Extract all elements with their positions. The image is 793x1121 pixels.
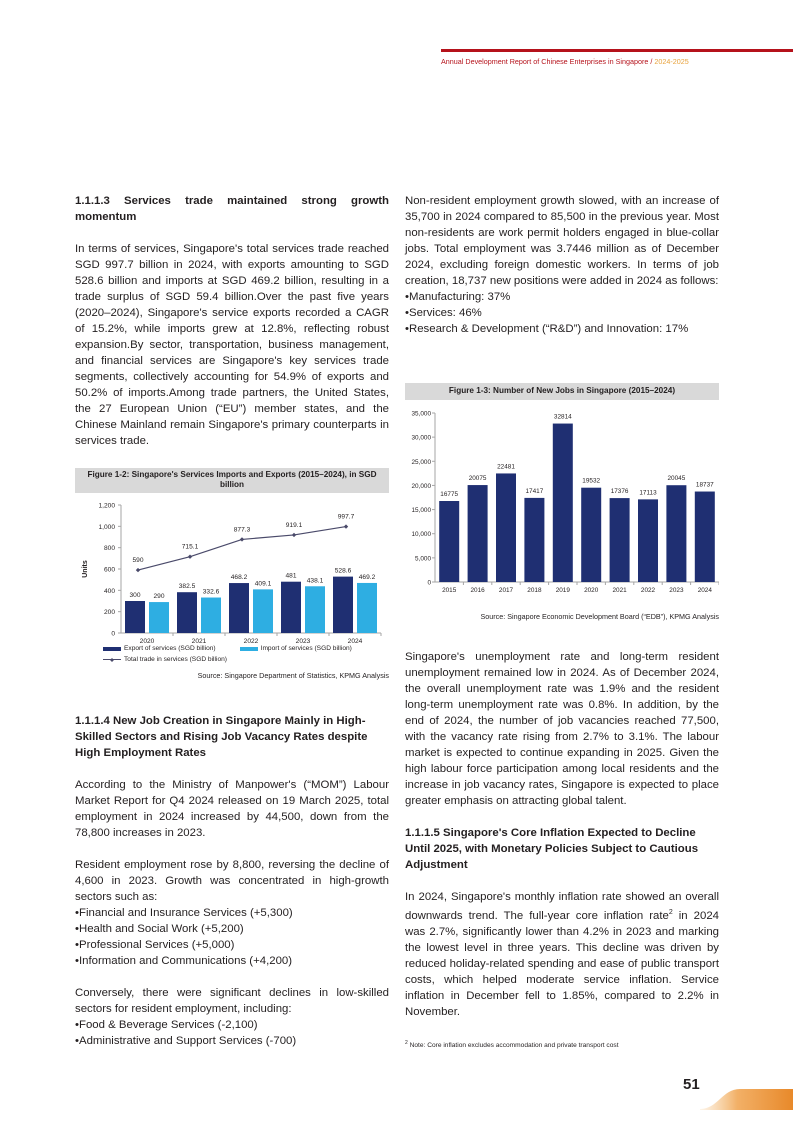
total-trade-label: 877.3 [233,526,251,534]
new-jobs-bar-label: 22481 [497,463,515,471]
figure-1-2 [75,468,389,680]
running-header [441,57,689,66]
export-bar [281,582,301,633]
y-tick-label: 15,000 [411,507,431,515]
x-tick-label: 2022 [243,638,259,643]
export-bar-label: 528.6 [334,567,352,575]
legend-swatch-total [103,658,121,662]
total-trade-point [344,524,348,528]
x-tick-label: 2016 [470,587,485,594]
y-tick-label: 600 [103,566,115,574]
new-jobs-bar-label: 17376 [610,488,629,496]
legend-label-total: Total trade in services (SGD billion) [124,656,227,663]
new-jobs-bar [553,424,573,582]
y-axis-label: Units [82,560,89,578]
unemployment-paragraph: Singapore's unemployment rate and long-term resident unemployment remained low in 2024. As of December 2024, the overall unemployment rate was 1.9% and the resident long-term unemployment rate was 0.8%. In addition, by the end of 2024, the number of job vacancies reached 77,500, with the vacancy rate rising from 2.7% to 3.1%. The labour market is expected to continue expanding in 2025. Given the high labour force participation among local residents and the increase in job vacancy rates, Singapore is expected to place greater emphasis on attracting global talent. [405,651,719,807]
inflation-text-b: in 2024 was 2.7%, significantly lower than 4.2% in 2023 and marking the lowest level in three years. This decline was driven by reduced holiday-related spending and ease of public transport costs, which helped moderate service inflation. Service inflation in December fell to 1.85%, compared to 2.2% in November. [405,909,719,1018]
inflation-text-a: In 2024, Singapore's monthly inflation rate showed an overall downwards trend. The full-year core inflation rate [405,891,719,922]
total-trade-label: 590 [132,557,144,565]
x-tick-label: 2020 [584,587,599,594]
total-trade-label: 715.1 [181,543,199,551]
figure-1-2-chart [75,493,389,643]
y-tick-label: 20,000 [411,482,431,490]
new-jobs-bar [695,492,715,582]
right-column [405,193,719,337]
new-jobs-bar [581,488,601,582]
footnote [405,1040,619,1049]
figure-1-3 [405,383,719,621]
total-trade-label: 919.1 [285,521,303,529]
declines-paragraph: Conversely, there were significant declines in low-skilled sectors for resident employment, including: [75,987,389,1015]
x-tick-label: 2018 [527,587,542,594]
total-trade-label: 997.7 [337,513,355,521]
import-bar [149,602,169,633]
inflation-paragraph [405,889,719,1020]
nonresident-paragraph: Non-resident employment growth slowed, with an increase of 35,700 in 2024 compared to 85,500 in the previous year. Most non-residents are work permit holders engaged in blue-collar jobs. Total employment was 3.7446 million as of December 2024, excluding foreign domestic workers. In terms of job creation, 18,737 new positions were added in 2024 as follows: [405,195,719,287]
export-bar-label: 382.5 [178,583,196,591]
footer-swoosh-decoration [700,1085,793,1110]
import-bar-label: 290 [153,593,165,601]
section-heading-1114: 1.1.1.4 New Job Creation in Singapore Mainly in High-Skilled Sectors and Rising Job Vacancy Rates despite High Employment Rates [75,715,368,759]
x-tick-label: 2024 [347,638,363,643]
footnote-marker: 2 [405,1040,408,1046]
y-tick-label: 200 [103,609,115,617]
export-bar [125,601,145,633]
import-bar [305,586,325,633]
footnote-text: Note: Core inflation excludes accommodation and private transport cost [407,1042,619,1050]
new-jobs-bar-label: 20075 [468,475,487,483]
import-bar-label: 438.1 [306,577,324,585]
growth-sector-item: • Health and Social Work (+5,200) [75,921,389,937]
legend-swatch-imports [240,647,258,651]
footnote-ref: 2 [668,909,673,916]
y-tick-label: 800 [103,545,115,553]
unemployment-section [405,649,719,1020]
services-trade-paragraph: In terms of services, Singapore's total services trade reached SGD 997.7 billion in 2024, with exports amounting to SGD 528.6 billion and imports at SGD 469.2 billion, resulting in a trade surplus of SGD 59.4 billion.Over the past five years (2020–2024), Singapore's service exports recorded a CAGR of 15.2%, while imports grew at 12.8%, reflecting robust expansion.By sector, transportation, business management, and financial services are Singapore's key services trade segments, collectively accounting for 54.9% of exports and 50.2% of imports.Among trade partners, the United States, the 27 European Union (“EU”) member states, and the Chinese Mainland remain Singapore's primary counterparts in services trade. [75,243,389,447]
section-heading-1113: 1.1.1.3 Services trade maintained strong growth momentum [75,195,389,223]
x-tick-label: 2021 [191,638,207,643]
job-share-item: • Research & Development (“R&D”) and Innovation: 17% [405,321,719,337]
export-bar [177,592,197,633]
x-tick-label: 2015 [442,587,457,594]
x-tick-label: 2019 [555,587,570,594]
import-bar-label: 469.2 [358,573,376,581]
import-bar-label: 332.6 [202,588,220,596]
export-bar [333,577,353,633]
figure-1-3-title: Figure 1-3: Number of New Jobs in Singapore (2015–2024) [405,383,719,400]
report-years: 2024-2025 [654,57,689,66]
legend-item-imports [240,645,352,652]
x-tick-label: 2022 [640,587,656,594]
legend-item-exports [103,645,216,652]
decline-sector-item: • Food & Beverage Services (-2,100) [75,1017,389,1033]
left-column [75,193,389,449]
y-tick-label: 35,000 [411,410,431,418]
y-tick-label: 1,200 [98,502,115,510]
y-tick-label: 25,000 [411,458,431,466]
export-bar-label: 300 [129,592,141,599]
export-bar [229,583,249,633]
x-tick-label: 2024 [697,587,712,594]
total-trade-point [240,537,244,541]
new-jobs-bar [610,498,630,582]
growth-sector-item: • Professional Services (+5,000) [75,937,389,953]
x-tick-label: 2021 [612,587,627,594]
y-tick-label: 30,000 [411,434,431,442]
new-jobs-bar [666,485,686,582]
new-jobs-bar-label: 17417 [525,487,544,495]
figure-1-2-legend [103,643,389,665]
x-tick-label: 2020 [139,638,155,643]
new-jobs-bar [638,499,658,582]
section-heading-1115: 1.1.1.5 Singapore's Core Inflation Expected to Decline Until 2025, with Monetary Policies Subject to Cautious Adjustment [405,827,699,871]
new-jobs-bar-label: 16775 [440,491,459,499]
figure-1-3-source: Source: Singapore Economic Development Board (“EDB”), KPMG Analysis [480,612,719,621]
import-bar [357,583,377,633]
export-bar-label: 468.2 [230,574,248,582]
figure-1-3-chart [405,400,719,612]
new-jobs-bar [439,501,459,582]
new-jobs-bar [468,485,488,582]
y-tick-label: 0 [427,579,431,587]
y-tick-label: 1,000 [98,523,115,531]
new-jobs-bar-label: 17113 [639,489,657,497]
legend-label-exports: Export of services (SGD billion) [124,645,216,652]
new-jobs-bar [524,498,544,582]
y-tick-label: 0 [111,630,115,638]
new-jobs-bar-label: 32814 [553,413,572,421]
total-trade-point [136,568,140,572]
employment-paragraph: According to the Ministry of Manpower's (“MOM”) Labour Market Report for Q4 2024 released on 19 March 2025, total employment in 2024 increased by 44,500, down from the 78,800 increases in 2023. [75,779,389,839]
growth-sector-item: • Financial and Insurance Services (+5,300) [75,905,389,921]
x-tick-label: 2017 [498,587,514,594]
header-separator: / [648,57,655,66]
header-rule [441,49,793,52]
new-jobs-bar-label: 19532 [582,477,601,485]
decline-sector-item: • Administrative and Support Services (-700) [75,1033,389,1049]
y-tick-label: 10,000 [411,531,431,539]
report-title: Annual Development Report of Chinese Enterprises in Singapore [441,57,649,66]
new-jobs-bar-label: 20045 [667,475,686,483]
new-jobs-bar [496,473,516,582]
growth-sector-item: • Information and Communications (+4,200) [75,953,389,969]
job-share-item: • Services: 46% [405,305,719,321]
y-tick-label: 5,000 [415,555,431,563]
resident-employment-paragraph: Resident employment rose by 8,800, reversing the decline of 4,600 in 2023. Growth was concentrated in high-growth sectors such as: [75,859,389,903]
import-bar [201,598,221,633]
legend-swatch-exports [103,647,121,651]
x-tick-label: 2023 [295,638,311,643]
total-trade-point [188,555,192,559]
total-trade-point [292,533,296,537]
y-tick-label: 400 [103,587,115,595]
new-jobs-bar-label: 18737 [695,481,714,489]
legend-item-total [103,656,227,663]
figure-1-2-source: Source: Singapore Department of Statistics, KPMG Analysis [197,671,389,680]
section-1114 [75,713,389,1049]
x-tick-label: 2023 [669,587,684,594]
figure-1-2-title: Figure 1-2: Singapore's Services Imports and Exports (2015–2024), in SGD billion [75,468,389,493]
legend-label-imports: Import of services (SGD billion) [260,645,352,652]
job-share-item: • Manufacturing: 37% [405,289,719,305]
import-bar [253,589,273,633]
import-bar-label: 409.1 [254,580,272,588]
page-number: 51 [683,1076,700,1093]
export-bar-label: 481 [285,572,297,580]
